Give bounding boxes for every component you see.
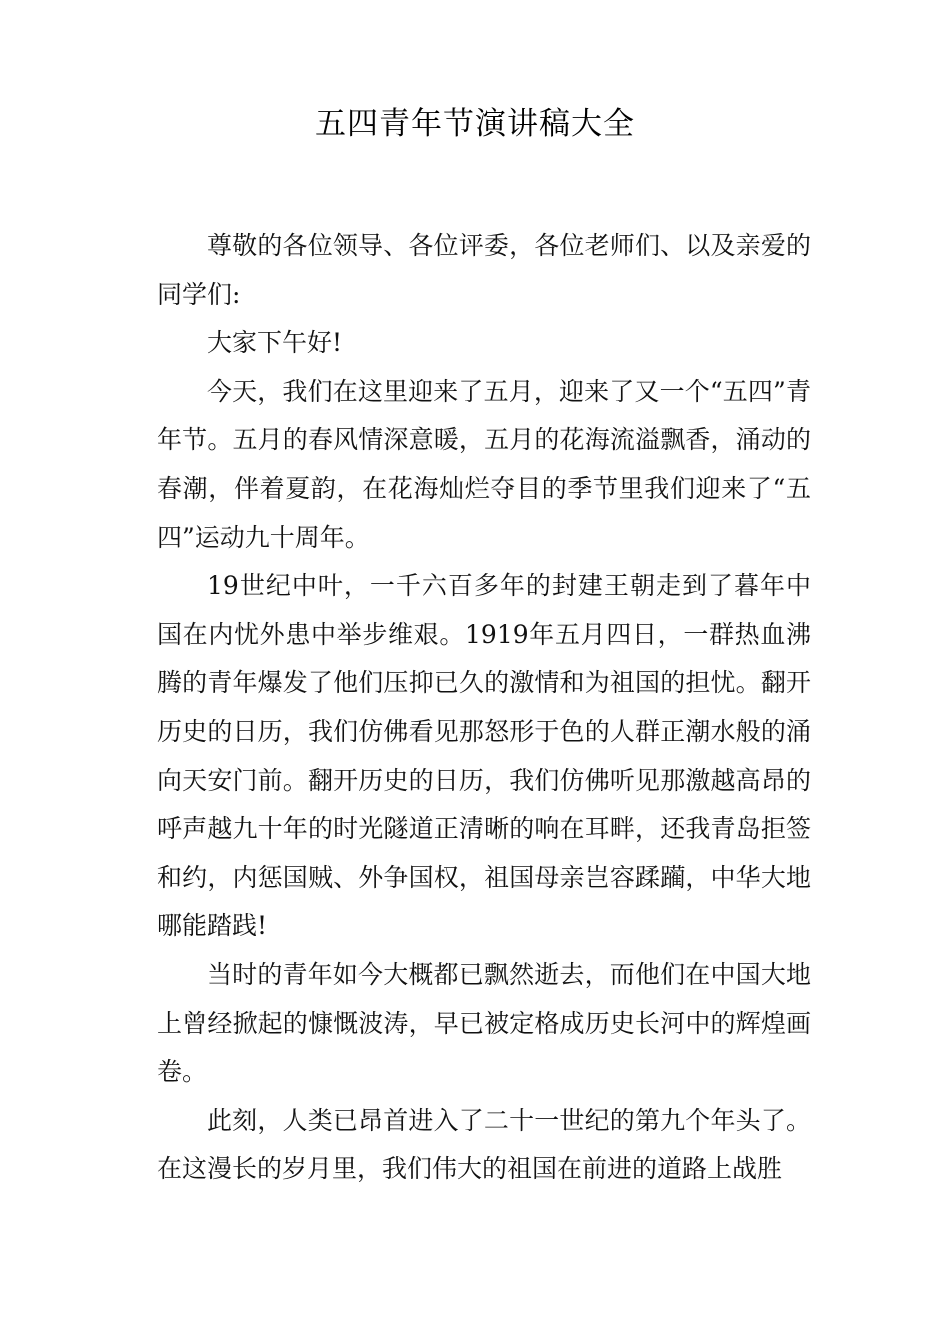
document-title: 五四青年节演讲稿大全 <box>315 106 635 142</box>
document-body <box>157 222 811 1194</box>
paragraph-history: 19世纪中叶，一千六百多年的封建王朝走到了暮年中国在内忧外患中举步维艰。1919年五月四日，一群热血沸腾的青年爆发了他们压抑已久的激情和为祖国的担忧。翻开历史的日历，我们仿佛看见那怒形于色的人群正潮水般的涌向天安门前。翻开历史的日历，我们仿佛听见那激越高昂的呼声越九十年的时光隧道正清晰的响在耳畔，还我青岛拒签和约，内惩国贼、外争国权，祖国母亲岂容蹂躏，中华大地哪能踏践! <box>157 571 811 941</box>
paragraph-greeting: 尊敬的各位领导、各位评委，各位老师们、以及亲爱的同学们: <box>157 231 811 309</box>
paragraph-hello: 大家下午好! <box>207 328 343 358</box>
paragraph-may-fourth: 今天，我们在这里迎来了五月，迎来了又一个“五四”青年节。五月的春风情深意暖，五月的花海流溢飘香，涌动的春潮，伴着夏韵，在花海灿烂夺目的季节里我们迎来了“五四”运动九十周年。 <box>157 376 811 552</box>
paragraph-present: 此刻，人类已昂首进入了二十一世纪的第九个年头了。在这漫长的岁月里，我们伟大的祖国在前进的道路上战胜 <box>157 1105 811 1184</box>
paragraph-youth-then: 当时的青年如今大概都已飘然逝去，而他们在中国大地上曾经掀起的慷慨波涛，早已被定格成历史长河中的辉煌画卷。 <box>157 959 811 1087</box>
